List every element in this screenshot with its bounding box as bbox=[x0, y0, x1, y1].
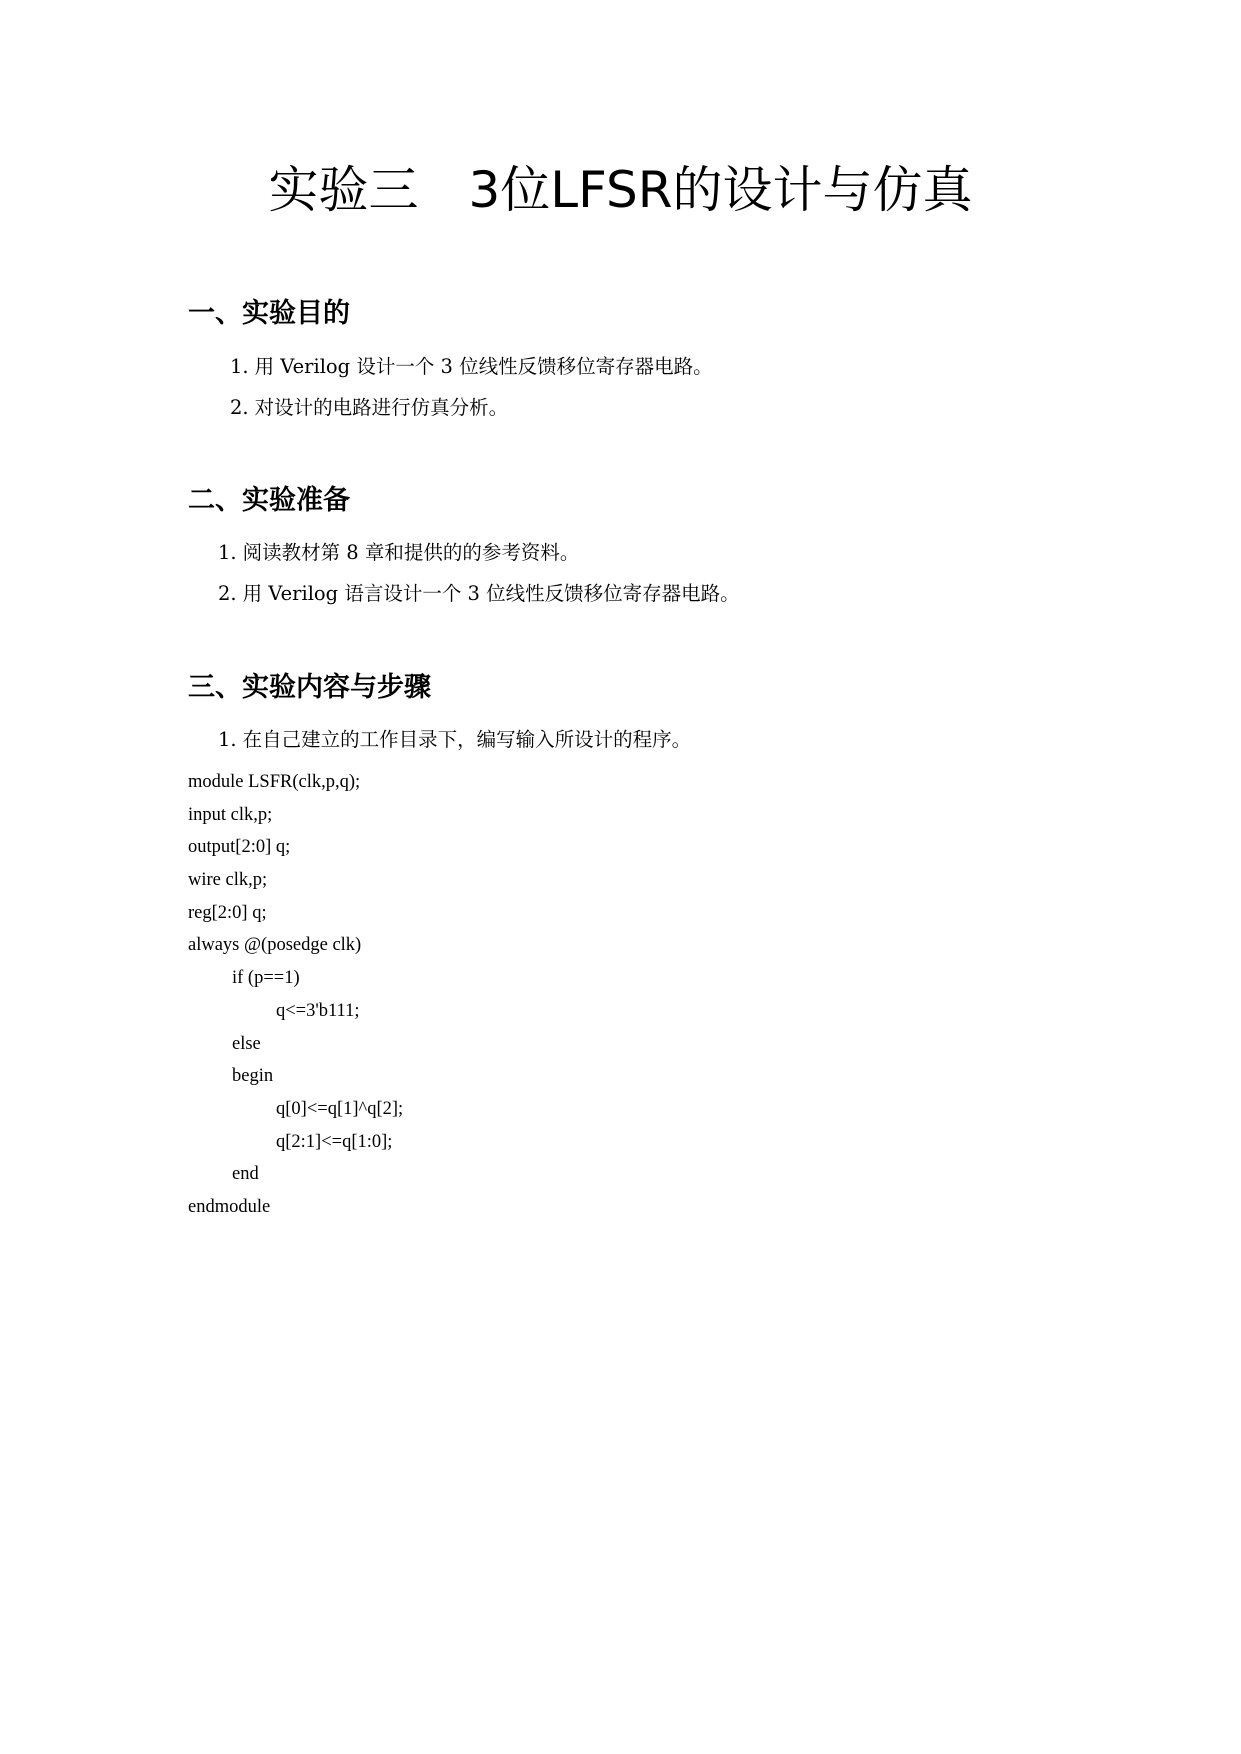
code-line: q[2:1]<=q[1:0]; bbox=[276, 1131, 393, 1152]
list-item-number: 1. bbox=[230, 355, 249, 378]
list-item bbox=[218, 579, 740, 609]
code-listing bbox=[188, 766, 403, 1224]
section-heading-objectives: 一、实验目的 bbox=[188, 298, 350, 329]
list-item-number: 1. bbox=[218, 728, 237, 751]
list-item-text: 在自己建立的工作目录下，编写输入所设计的程序。 bbox=[242, 728, 692, 751]
list-item-text: 用 Verilog 设计一个 3 位线性反馈移位寄存器电路。 bbox=[254, 355, 713, 378]
code-line: begin bbox=[232, 1066, 274, 1087]
code-line: q<=3'b111; bbox=[276, 1000, 360, 1021]
code-line: output[2:0] q; bbox=[188, 837, 291, 858]
list-item-number: 2. bbox=[218, 582, 237, 605]
list-item bbox=[230, 393, 508, 423]
document-title: 实验三 3位LFSR的设计与仿真 bbox=[268, 161, 973, 219]
code-line: endmodule bbox=[188, 1196, 271, 1217]
section-heading-procedure: 三、实验内容与步骤 bbox=[188, 672, 431, 703]
list-item-number: 1. bbox=[218, 541, 237, 564]
section-heading-preparation: 二、实验准备 bbox=[188, 485, 350, 516]
list-item-number: 2. bbox=[230, 396, 249, 419]
code-line: module LSFR(clk,p,q); bbox=[188, 772, 361, 792]
list-item-text: 阅读教材第 8 章和提供的的参考资料。 bbox=[242, 541, 580, 564]
list-item bbox=[218, 725, 691, 755]
list-item-text: 用 Verilog 语言设计一个 3 位线性反馈移位寄存器电路。 bbox=[242, 582, 740, 605]
list-item bbox=[218, 538, 579, 568]
code-line: input clk,p; bbox=[188, 804, 273, 825]
code-line: reg[2:0] q; bbox=[188, 902, 267, 923]
code-line: else bbox=[232, 1033, 261, 1054]
code-line: q[0]<=q[1]^q[2]; bbox=[276, 1098, 404, 1119]
list-item-text: 对设计的电路进行仿真分析。 bbox=[254, 396, 509, 419]
code-line: if (p==1) bbox=[232, 968, 300, 989]
code-line: always @(posedge clk) bbox=[188, 935, 362, 956]
code-line: end bbox=[232, 1164, 259, 1185]
code-line: wire clk,p; bbox=[188, 870, 268, 891]
list-item bbox=[230, 352, 713, 382]
